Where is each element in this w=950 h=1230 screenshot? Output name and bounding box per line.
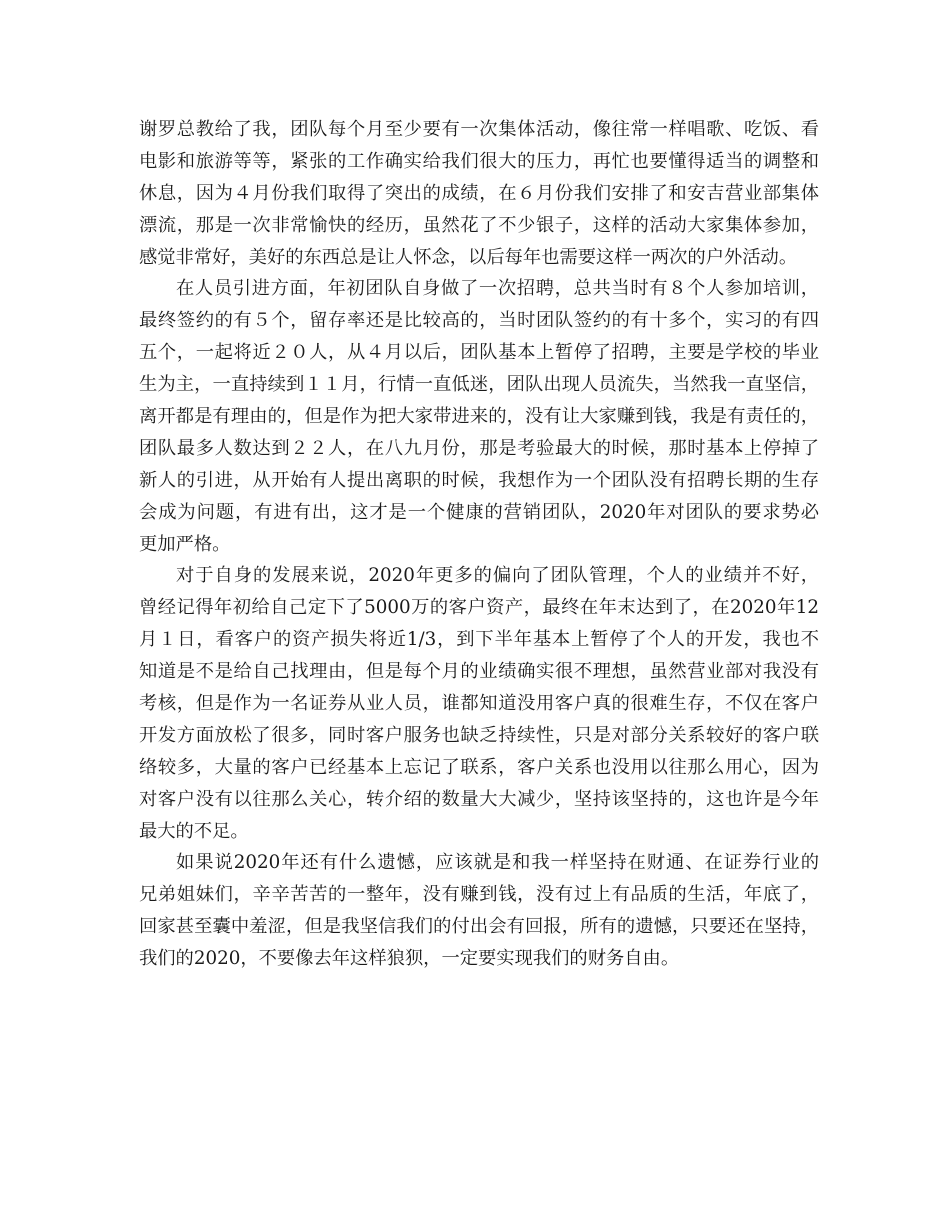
text-line: 回家甚至囊中羞涩，但是我坚信我们的付出会有回报，所有的遗憾，只要还在坚持， xyxy=(139,916,819,938)
text-line: 对客户没有以往那么关心，转介绍的数量大大减少，坚持该坚持的，这也许是今年 xyxy=(139,788,819,810)
text-line: 感觉非常好，美好的东西总是让人怀念，以后每年也需要这样一两次的户外活动。 xyxy=(139,246,798,268)
text-line: 对于自身的发展来说，2020年更多的偏向了团队管理，个人的业绩并不好， xyxy=(176,565,819,587)
text-line: 电影和旅游等等，紧张的工作确实给我们很大的压力，再忙也要懂得适当的调整和 xyxy=(139,150,819,172)
text-line: 生为主，一直持续到１１月，行情一直低迷，团队出现人员流失，当然我一直坚信， xyxy=(139,374,819,396)
text-line: 更加严格。 xyxy=(139,533,231,555)
text-line: 漂流，那是一次非常愉快的经历，虽然花了不少银子，这样的活动大家集体参加， xyxy=(139,214,819,236)
text-line: 团队最多人数达到２２人，在八九月份，那是考验最大的时候，那时基本上停掉了 xyxy=(139,437,819,459)
text-line: 会成为问题，有进有出，这才是一个健康的营销团队，2020年对团队的要求势必 xyxy=(139,501,819,523)
text-line: 如果说2020年还有什么遗憾，应该就是和我一样坚持在财通、在证券行业的 xyxy=(176,852,819,874)
paragraph-3 xyxy=(139,560,819,847)
paragraph-4 xyxy=(139,847,819,975)
text-line: 离开都是有理由的，但是作为把大家带进来的，没有让大家赚到钱，我是有责任的， xyxy=(139,406,819,428)
text-line: 我们的2020，不要像去年这样狼狈，一定要实现我们的财务自由。 xyxy=(139,948,680,970)
text-line: 谢罗总教给了我，团队每个月至少要有一次集体活动，像往常一样唱歌、吃饭、看 xyxy=(139,119,819,140)
text-line: 最终签约的有５个，留存率还是比较高的，当时团队签约的有十多个，实习的有四 xyxy=(139,310,819,332)
text-line: 在人员引进方面，年初团队自身做了一次招聘，总共当时有８个人参加培训， xyxy=(176,278,819,300)
document-body xyxy=(139,114,819,975)
text-line: 新人的引进，从开始有人提出离职的时候，我想作为一个团队没有招聘长期的生存 xyxy=(139,469,819,491)
text-line: 考核，但是作为一名证券从业人员，谁都知道没用客户真的很难生存，不仅在客户 xyxy=(139,693,819,715)
text-line: 开发方面放松了很多，同时客户服务也缺乏持续性，只是对部分关系较好的客户联 xyxy=(139,724,819,746)
paragraph-1 xyxy=(139,114,819,273)
text-line: 月１日，看客户的资产损失将近1/3，到下半年基本上暂停了个人的开发，我也不 xyxy=(139,629,819,651)
paragraph-2 xyxy=(139,273,819,560)
text-line: 曾经记得年初给自己定下了5000万的客户资产，最终在年末达到了，在2020年12 xyxy=(139,597,819,619)
text-line: 五个，一起将近２０人，从４月以后，团队基本上暂停了招聘，主要是学校的毕业 xyxy=(139,342,819,364)
text-line: 知道是不是给自己找理由，但是每个月的业绩确实很不理想，虽然营业部对我没有 xyxy=(139,661,819,683)
text-line: 络较多，大量的客户已经基本上忘记了联系，客户关系也没用以往那么用心，因为 xyxy=(139,756,819,778)
text-line: 休息，因为４月份我们取得了突出的成绩，在６月份我们安排了和安吉营业部集体 xyxy=(139,182,819,204)
text-line: 兄弟姐妹们，辛辛苦苦的一整年，没有赚到钱，没有过上有品质的生活，年底了， xyxy=(139,884,819,906)
text-line: 最大的不足。 xyxy=(139,820,249,842)
